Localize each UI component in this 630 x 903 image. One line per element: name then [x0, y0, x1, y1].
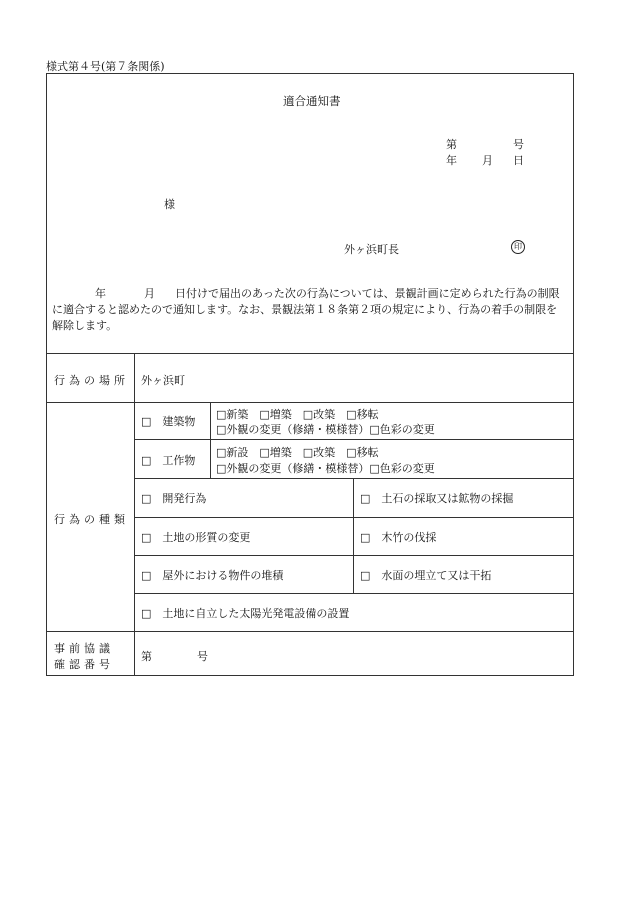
item-solar[interactable]: □ 土地に自立した太陽光発電設備の設置: [141, 607, 350, 620]
form-title: 適合通知書: [283, 94, 341, 108]
form-number: 様式第４号(第７条関係): [46, 60, 165, 73]
body-date-nen: 年: [95, 287, 106, 300]
date-hi: 日: [513, 154, 524, 167]
col-divider-main: [134, 353, 135, 676]
col-divider-sub: [210, 402, 211, 478]
number-gou: 号: [513, 138, 524, 151]
item-stacking[interactable]: □ 屋外における物件の堆積: [141, 569, 284, 582]
date-tsuki: 月: [482, 154, 493, 167]
body-line-1: 日付けで届出のあった次の行為については、景観計画に定められた行為の制限: [175, 287, 560, 300]
structure-options-1[interactable]: □新設 □増築 □改築 □移転: [216, 446, 379, 459]
date-nen: 年: [446, 154, 457, 167]
rule-row3-bottom: [134, 517, 574, 518]
rule-row4-bottom: [134, 555, 574, 556]
number-dai: 第: [446, 138, 457, 151]
consult-label-1: 事前協議: [54, 642, 114, 655]
building-checkbox-label[interactable]: □ 建築物: [141, 415, 196, 428]
place-label: 行為の場所: [54, 374, 129, 387]
structure-checkbox-label[interactable]: □ 工作物: [141, 454, 196, 467]
body-date-tsuki: 月: [144, 287, 155, 300]
consult-gou: 号: [197, 650, 208, 663]
item-reclamation[interactable]: □ 水面の埋立て又は干拓: [360, 569, 492, 582]
item-development[interactable]: □ 開発行為: [141, 492, 207, 505]
recipient-suffix: 様: [164, 198, 175, 211]
col-divider-right: [353, 478, 354, 593]
body-line-2: に適合すると認めたので通知します。なお、景観法第１８条第２項の規定により、行為の着手の制限を: [52, 303, 558, 316]
consult-dai: 第: [141, 650, 152, 663]
consult-label-2: 確認番号: [54, 658, 114, 671]
building-options-2[interactable]: □外観の変更（修繕・模様替）□色彩の変更: [216, 423, 435, 436]
building-options-1[interactable]: □新築 □増築 □改築 □移転: [216, 408, 379, 421]
rule-building-bottom: [134, 439, 574, 440]
rule-structure-bottom: [134, 478, 574, 479]
item-land-change[interactable]: □ 土地の形質の変更: [141, 531, 251, 544]
seal-mark: 印: [511, 240, 525, 254]
rule-place-top: [46, 353, 574, 354]
rule-type-bottom: [46, 631, 574, 632]
type-label: 行為の種類: [54, 513, 129, 526]
item-bamboo[interactable]: □ 木竹の伐採: [360, 531, 437, 544]
place-value: 外ヶ浜町: [141, 374, 185, 387]
rule-row5-bottom: [134, 593, 574, 594]
item-soil-extraction[interactable]: □ 土石の採取又は鉱物の採掘: [360, 492, 514, 505]
issuer-name: 外ヶ浜町長: [344, 243, 399, 256]
structure-options-2[interactable]: □外観の変更（修繕・模様替）□色彩の変更: [216, 462, 435, 475]
rule-place-bottom: [46, 402, 574, 403]
body-line-3: 解除します。: [52, 319, 118, 332]
